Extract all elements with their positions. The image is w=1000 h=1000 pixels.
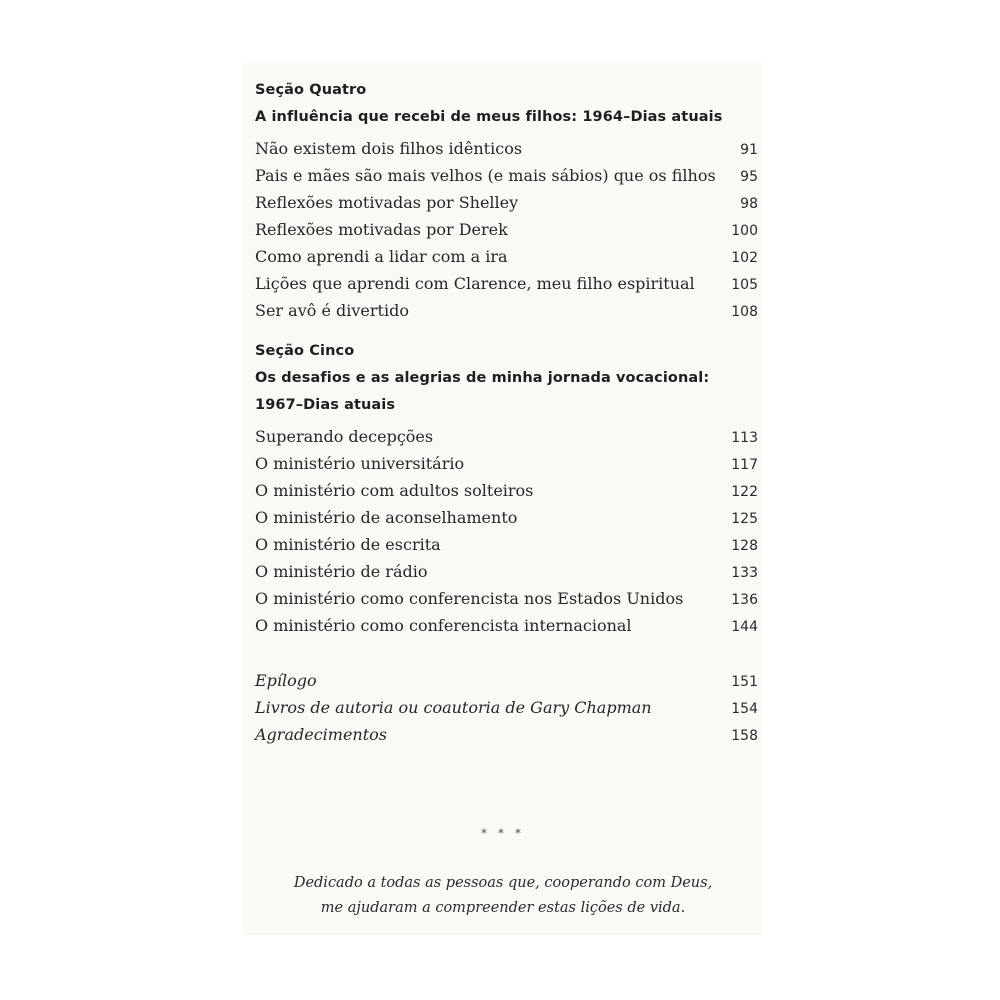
toc-entry-title: O ministério como conferencista nos Estados Unidos bbox=[255, 589, 684, 608]
toc-entry-title: O ministério como conferencista internacional bbox=[255, 616, 632, 635]
section-five-subtitle-line1: Os desafios e as alegrias de minha jornada vocacional: bbox=[255, 370, 710, 386]
toc-entry-page: 154 bbox=[731, 701, 758, 717]
toc-entry-title: Reflexões motivadas por Derek bbox=[255, 220, 508, 239]
toc-entry-title: Superando decepções bbox=[255, 427, 434, 446]
toc-entry-page: 136 bbox=[731, 592, 758, 608]
toc-entry-title: Livros de autoria ou coautoria de Gary Chapman bbox=[255, 698, 652, 717]
toc-entry-title: O ministério de aconselhamento bbox=[255, 508, 518, 527]
toc-entry-title: Pais e mães são mais velhos (e mais sábios) que os filhos bbox=[255, 166, 716, 185]
end-matter-entries bbox=[255, 667, 758, 748]
toc-entry-page: 108 bbox=[731, 304, 758, 320]
toc-entry-title: O ministério de escrita bbox=[255, 535, 441, 554]
toc-entry-title: Como aprendi a lidar com a ira bbox=[255, 247, 508, 266]
toc-entry-title: Lições que aprendi com Clarence, meu filho espiritual bbox=[255, 274, 695, 293]
toc-entry bbox=[255, 135, 758, 162]
toc-entry bbox=[255, 531, 758, 558]
toc-entry bbox=[255, 667, 758, 694]
toc-entry bbox=[255, 216, 758, 243]
spacer bbox=[255, 324, 758, 338]
toc-entry-title: O ministério com adultos solteiros bbox=[255, 481, 534, 500]
toc-entry-page: 151 bbox=[731, 674, 758, 690]
toc-entry-page: 128 bbox=[731, 538, 758, 554]
toc-entry-page: 91 bbox=[740, 142, 758, 158]
toc-entry-page: 158 bbox=[731, 728, 758, 744]
book-page bbox=[243, 63, 763, 935]
dedication bbox=[243, 871, 763, 921]
toc-entry bbox=[255, 612, 758, 639]
toc-entry bbox=[255, 585, 758, 612]
toc-entry-page: 98 bbox=[740, 196, 758, 212]
toc-entry-title: Reflexões motivadas por Shelley bbox=[255, 193, 519, 212]
table-of-contents bbox=[255, 77, 758, 748]
toc-entry-page: 105 bbox=[731, 277, 758, 293]
toc-entry-page: 113 bbox=[731, 430, 758, 446]
section-four-entries bbox=[255, 135, 758, 324]
section-five-header bbox=[255, 338, 758, 419]
toc-entry bbox=[255, 270, 758, 297]
toc-entry-title: O ministério universitário bbox=[255, 454, 465, 473]
toc-entry-title: O ministério de rádio bbox=[255, 562, 428, 581]
section-ornament: * * * bbox=[481, 827, 525, 840]
toc-entry-page: 100 bbox=[731, 223, 758, 239]
section-four-heading: Seção Quatro bbox=[255, 82, 367, 98]
toc-entry bbox=[255, 162, 758, 189]
toc-entry-page: 122 bbox=[731, 484, 758, 500]
toc-entry bbox=[255, 721, 758, 748]
toc-entry bbox=[255, 477, 758, 504]
section-five-entries bbox=[255, 423, 758, 639]
section-four-header bbox=[255, 77, 758, 131]
section-five-heading: Seção Cinco bbox=[255, 343, 355, 359]
section-four-subtitle: A influência que recebi de meus filhos: 1964–Dias atuais bbox=[255, 109, 723, 125]
dedication-line-2: me ajudaram a compreender estas lições de vida. bbox=[320, 900, 686, 916]
toc-entry-page: 133 bbox=[731, 565, 758, 581]
toc-entry-title: Epílogo bbox=[255, 671, 317, 690]
toc-entry bbox=[255, 423, 758, 450]
toc-entry bbox=[255, 558, 758, 585]
toc-entry-title: Ser avô é divertido bbox=[255, 301, 409, 320]
toc-entry-page: 102 bbox=[731, 250, 758, 266]
toc-entry-title: Agradecimentos bbox=[255, 725, 387, 744]
spacer bbox=[255, 639, 758, 663]
toc-entry bbox=[255, 450, 758, 477]
toc-entry bbox=[255, 504, 758, 531]
toc-entry bbox=[255, 243, 758, 270]
toc-entry-page: 117 bbox=[731, 457, 758, 473]
toc-entry-title: Não existem dois filhos idênticos bbox=[255, 139, 523, 158]
toc-entry-page: 125 bbox=[731, 511, 758, 527]
dedication-line-1: Dedicado a todas as pessoas que, cooperando com Deus, bbox=[293, 875, 713, 891]
toc-entry bbox=[255, 297, 758, 324]
toc-entry bbox=[255, 694, 758, 721]
toc-entry-page: 95 bbox=[740, 169, 758, 185]
toc-entry bbox=[255, 189, 758, 216]
section-five-subtitle-line2: 1967–Dias atuais bbox=[255, 397, 396, 413]
toc-entry-page: 144 bbox=[731, 619, 758, 635]
